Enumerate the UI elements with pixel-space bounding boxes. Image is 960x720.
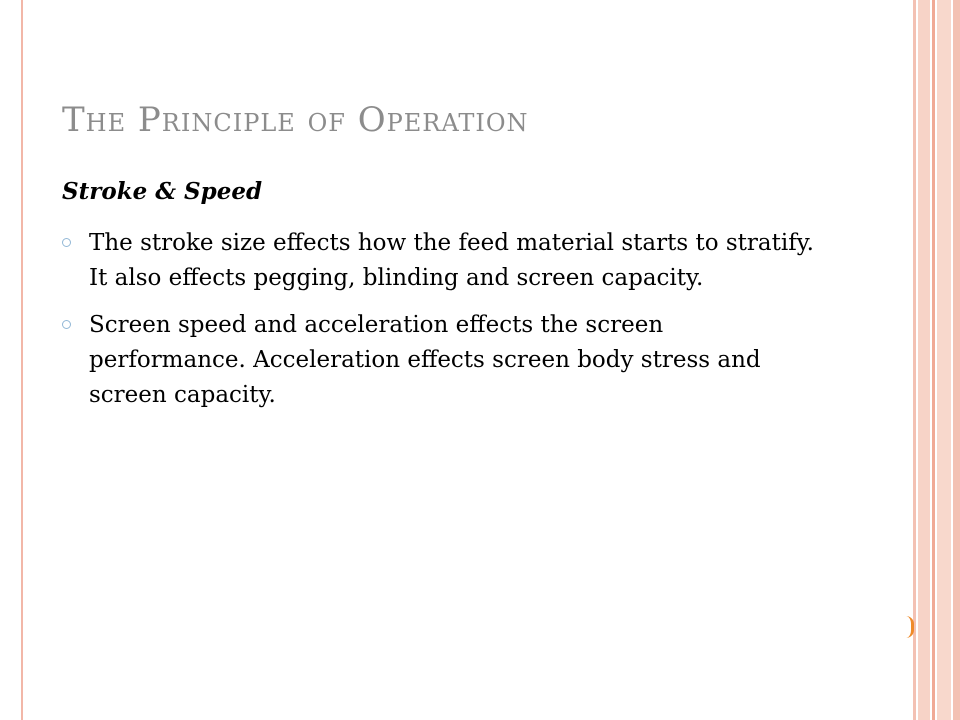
right-stripe bbox=[913, 0, 916, 720]
bullet-item bbox=[62, 308, 822, 413]
right-stripe bbox=[932, 0, 935, 720]
slide-title: The Principle of Operation bbox=[62, 100, 529, 140]
bullet-circle-icon bbox=[62, 320, 71, 329]
bullet-text: The stroke size effects how the feed material starts to stratify. It also effects pegging, blinding and screen capacity. bbox=[89, 230, 814, 291]
left-frame-line bbox=[21, 0, 23, 720]
bullet-list bbox=[62, 226, 822, 425]
bullet-text: Screen speed and acceleration effects the screen performance. Acceleration effects screen body stress and screen capacity. bbox=[89, 312, 761, 408]
right-stripe bbox=[918, 0, 930, 720]
right-stripe bbox=[937, 0, 951, 720]
bullet-item bbox=[62, 226, 822, 296]
bullet-circle-icon bbox=[62, 238, 71, 247]
right-stripe bbox=[953, 0, 960, 720]
slide-subheading: Stroke & Speed bbox=[62, 178, 263, 205]
